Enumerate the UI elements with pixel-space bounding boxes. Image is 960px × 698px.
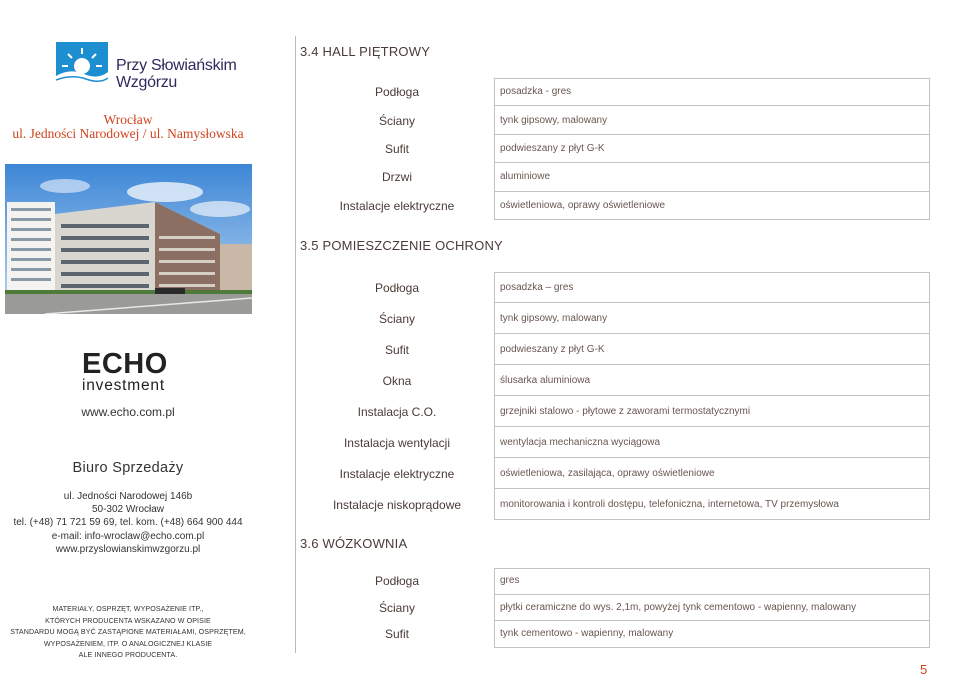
table-rule	[494, 163, 495, 191]
spec-value: posadzka - gres	[500, 86, 572, 98]
developer-website-link[interactable]: www.echo.com.pl	[81, 405, 175, 419]
table-rule	[494, 621, 495, 648]
spec-value: aluminiowe	[500, 171, 551, 183]
spec-label: Instalacje elektryczne	[339, 466, 455, 481]
section-title-security-room: 3.5 POMIESZCZENIE OCHRONY	[300, 238, 503, 253]
table-rule	[929, 396, 930, 427]
office-website-link[interactable]: www.przyslowianskimwzgorzu.pl	[55, 543, 201, 555]
spec-label: Drzwi	[382, 170, 412, 185]
table-rule	[929, 427, 930, 458]
table-row	[300, 427, 930, 458]
table-rule	[929, 458, 930, 489]
table-row	[300, 458, 930, 489]
spec-value: tynk cementowo - wapienny, malowany	[500, 628, 674, 640]
table-rule	[494, 519, 930, 520]
table-rule	[929, 365, 930, 396]
spec-value: wentylacja mechaniczna wyciągowa	[500, 436, 661, 448]
spec-value: monitorowania i kontroli dostępu, telefoniczna, internetowa, TV przemysłowa	[500, 498, 839, 510]
city-name: Wrocław	[103, 112, 153, 127]
table-rule	[494, 303, 495, 334]
table-row	[300, 78, 930, 106]
table-rule	[929, 489, 930, 520]
spec-label: Sufit	[384, 627, 409, 642]
spec-value: ślusarka aluminiowa	[500, 374, 591, 386]
table-row	[300, 192, 930, 220]
office-postcode: 50-302 Wrocław	[91, 504, 165, 516]
page-number: 5	[920, 662, 928, 677]
table-rule	[929, 303, 930, 334]
echo-logo-small: investment	[82, 377, 165, 394]
sun-logo-icon	[56, 42, 108, 87]
table-row	[300, 365, 930, 396]
table-rule	[494, 106, 495, 134]
table-rule	[494, 595, 495, 622]
table-rule	[494, 78, 930, 79]
table-rule	[929, 192, 930, 220]
spec-label: Podłoga	[374, 280, 420, 295]
spec-label: Sufit	[384, 141, 409, 156]
spec-value: tynk gipsowy, malowany	[500, 312, 608, 324]
sales-office-contact	[0, 490, 256, 556]
spec-value: oświetleniowa, oprawy oświetleniowe	[500, 199, 666, 211]
table-rule	[929, 106, 930, 134]
table-row	[300, 272, 930, 303]
table-rule	[494, 568, 930, 569]
table-row	[300, 106, 930, 134]
table-rule	[929, 272, 930, 303]
disclaimer-line: STANDARDU MOGĄ BYĆ ZASTĄPIONE MATERIAŁAMI, OSPRZĘTEM,	[10, 628, 246, 636]
spec-label: Sufit	[384, 342, 409, 357]
disclaimer-line: ALE INNEGO PRODUCENTA.	[78, 651, 178, 659]
brand-name	[116, 57, 237, 91]
table-rule	[929, 595, 930, 622]
echo-investment-logo	[82, 350, 182, 394]
spec-value: grzejniki stalowo - płytowe z zaworami termostatycznymi	[500, 405, 751, 417]
office-address: ul. Jedności Narodowej 146b	[63, 491, 193, 502]
disclaimer-line: MATERIAŁY, OSPRZĘT, WYPOSAŻENIE ITP.,	[52, 605, 204, 613]
table-rule	[494, 458, 495, 489]
spec-label: Instalacje niskoprądowe	[332, 497, 462, 512]
table-row	[300, 568, 930, 595]
table-rule	[494, 427, 495, 458]
spec-value: tynk gipsowy, malowany	[500, 114, 608, 126]
sidebar	[0, 0, 256, 698]
table-rule	[494, 568, 495, 595]
spec-label: Podłoga	[374, 574, 420, 589]
table-rule	[494, 365, 495, 396]
table-rule	[929, 163, 930, 191]
office-phones: tel. (+48) 71 721 59 69, tel. kom. (+48) 664 900 444	[13, 517, 243, 529]
section-title-hall: 3.4 HALL PIĘTROWY	[300, 44, 431, 59]
table-rule	[929, 135, 930, 163]
spec-table-stroller-room	[300, 568, 930, 648]
disclaimer-line: KTÓRYCH PRODUCENTA WSKAZANO W OPISIE	[45, 616, 211, 625]
spec-value: oświetleniowa, zasilająca, oprawy oświetleniowe	[500, 467, 715, 479]
table-rule	[494, 135, 495, 163]
table-rule	[929, 334, 930, 365]
table-row	[300, 163, 930, 191]
table-rule	[494, 334, 495, 365]
address-line: ul. Jedności Narodowej / ul. Namysłowska	[12, 126, 244, 141]
section-title-stroller-room: 3.6 WÓZKOWNIA	[300, 536, 408, 551]
spec-label: Okna	[382, 373, 412, 388]
spec-label: Instalacja C.O.	[357, 404, 437, 419]
table-rule	[494, 396, 495, 427]
table-row	[300, 489, 930, 520]
table-rule	[494, 489, 495, 520]
brand-name-line1: Przy Słowiańskim	[116, 57, 237, 74]
spec-label: Ściany	[378, 113, 416, 128]
building-photo	[5, 164, 252, 314]
office-email-link[interactable]: e-mail: info-wroclaw@echo.com.pl	[51, 530, 205, 542]
column-divider	[295, 36, 296, 653]
spec-value: podwieszany z płyt G-K	[500, 142, 605, 154]
table-rule	[494, 219, 930, 220]
table-row	[300, 621, 930, 648]
table-rule	[929, 78, 930, 106]
table-rule	[494, 272, 495, 303]
table-row	[300, 595, 930, 622]
disclaimer	[0, 604, 256, 662]
spec-value: podwieszany z płyt G-K	[500, 343, 605, 355]
table-rule	[494, 647, 930, 648]
table-rule	[494, 192, 495, 220]
spec-label: Instalacja wentylacji	[343, 435, 451, 450]
spec-label: Ściany	[378, 311, 416, 326]
echo-logo-big: ECHO	[82, 348, 168, 380]
disclaimer-line: WYPOSAŻENIEM, ITP. O ANALOGICZNEJ KLASIE	[43, 639, 213, 648]
spec-value: gres	[500, 575, 520, 587]
table-row	[300, 334, 930, 365]
spec-value: płytki ceramiczne do wys. 2,1m, powyżej tynk cementowo - wapienny, malowany	[500, 601, 857, 613]
table-row	[300, 303, 930, 334]
spec-table-hall	[300, 78, 930, 220]
table-rule	[494, 272, 930, 273]
spec-label: Ściany	[378, 600, 416, 615]
spec-label: Podłoga	[374, 85, 420, 100]
table-row	[300, 396, 930, 427]
spec-value: posadzka – gres	[500, 281, 574, 293]
table-row	[300, 135, 930, 163]
table-rule	[494, 78, 495, 106]
spec-label: Instalacje elektryczne	[339, 198, 455, 213]
table-rule	[929, 568, 930, 595]
spec-table-security-room	[300, 272, 930, 520]
table-rule	[929, 621, 930, 648]
sales-office-title: Biuro Sprzedaży	[72, 460, 184, 476]
brand-name-line2: Wzgórzu	[116, 74, 178, 91]
